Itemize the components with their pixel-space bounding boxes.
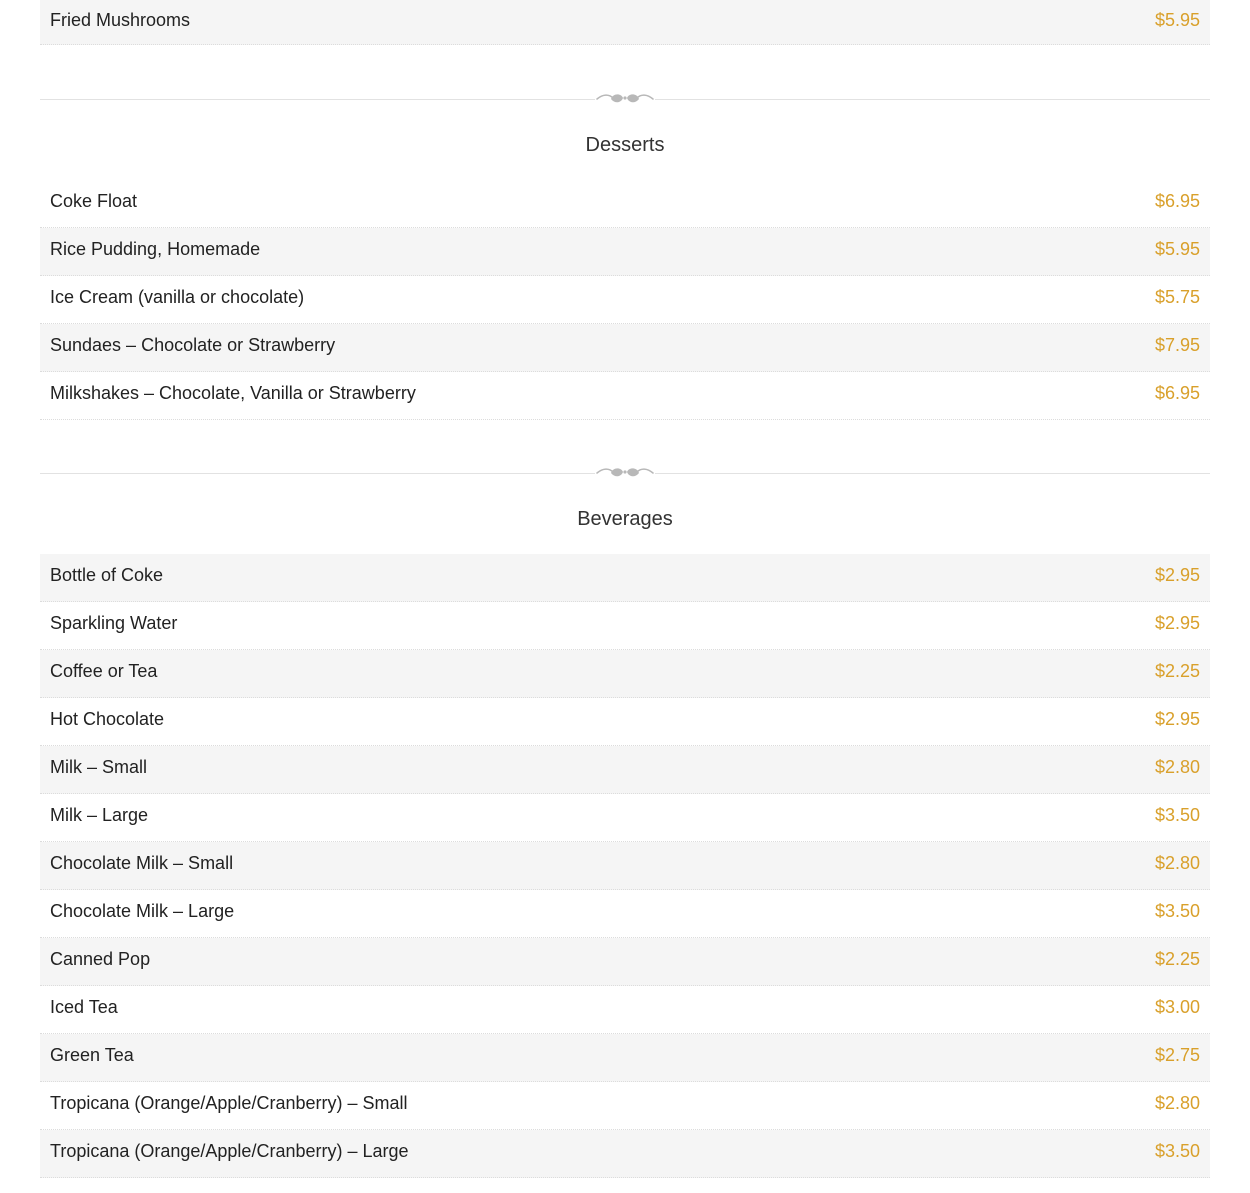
menu-item-name: Ice Cream (vanilla or chocolate) <box>50 287 305 307</box>
menu-item-price: $3.00 <box>1154 997 1200 1017</box>
menu-item <box>40 602 1210 650</box>
menu-item <box>40 180 1210 228</box>
menu-item-price: $2.25 <box>1154 661 1200 681</box>
menu-item <box>40 650 1210 698</box>
menu-item-name: Sparkling Water <box>50 613 178 633</box>
menu-item <box>40 324 1210 372</box>
menu-item <box>40 938 1210 986</box>
menu-item-price: $2.80 <box>1154 853 1200 873</box>
menu-item-name: Canned Pop <box>50 949 151 969</box>
flourish-ornament-icon <box>595 463 655 483</box>
menu-item <box>40 0 1210 45</box>
menu-item-name: Coke Float <box>50 191 138 211</box>
section-title-beverages: Beverages <box>577 508 673 530</box>
menu-item-name: Milk – Large <box>50 805 149 825</box>
menu-item-price: $3.50 <box>1154 901 1200 921</box>
menu-item-price: $5.95 <box>1154 10 1200 30</box>
menu-item-price: $3.50 <box>1154 1141 1200 1161</box>
menu-item-name: Milkshakes – Chocolate, Vanilla or Strawberry <box>50 383 416 403</box>
menu-item-name: Sundaes – Chocolate or Strawberry <box>50 335 336 355</box>
menu-item-name: Hot Chocolate <box>50 709 165 729</box>
menu-item-price: $7.95 <box>1154 335 1200 355</box>
menu-item-price: $2.80 <box>1154 757 1200 777</box>
menu-item-name: Bottle of Coke <box>50 565 164 585</box>
menu-item <box>40 372 1210 420</box>
menu-item-name: Chocolate Milk – Large <box>50 901 235 921</box>
menu-item-price: $2.95 <box>1154 565 1200 585</box>
menu-item-price: $2.95 <box>1154 613 1200 633</box>
menu-item-name: Iced Tea <box>50 997 118 1017</box>
menu-item-price: $2.75 <box>1154 1045 1200 1065</box>
menu-item-price: $6.95 <box>1154 383 1200 403</box>
menu-item <box>40 794 1210 842</box>
menu-item <box>40 276 1210 324</box>
menu-item <box>40 1034 1210 1082</box>
menu-item-name: Tropicana (Orange/Apple/Cranberry) – Small <box>50 1093 408 1113</box>
section-title-desserts: Desserts <box>585 134 665 156</box>
menu-item-price: $3.50 <box>1154 805 1200 825</box>
menu-item-name: Tropicana (Orange/Apple/Cranberry) – Large <box>50 1141 409 1161</box>
flourish-ornament-icon <box>595 89 655 109</box>
appetizers-list <box>40 0 1210 45</box>
menu-item-name: Chocolate Milk – Small <box>50 853 234 873</box>
menu-item <box>40 746 1210 794</box>
menu-item-price: $5.75 <box>1154 287 1200 307</box>
menu-item <box>40 1130 1210 1178</box>
menu-item-price: $2.95 <box>1154 709 1200 729</box>
menu-item <box>40 698 1210 746</box>
menu-item-name: Fried Mushrooms <box>50 10 191 30</box>
beverages-list <box>40 554 1210 1178</box>
menu-item-name: Rice Pudding, Homemade <box>50 239 261 259</box>
menu-item <box>40 228 1210 276</box>
menu-item-name: Coffee or Tea <box>50 661 158 681</box>
menu-item-price: $5.95 <box>1154 239 1200 259</box>
menu-item-name: Green Tea <box>50 1045 134 1065</box>
desserts-list <box>40 180 1210 420</box>
menu-item <box>40 842 1210 890</box>
menu-item <box>40 986 1210 1034</box>
section-divider <box>40 99 1210 100</box>
menu-item-price: $2.80 <box>1154 1093 1200 1113</box>
section-divider <box>40 473 1210 474</box>
menu-item <box>40 890 1210 938</box>
menu-item-name: Milk – Small <box>50 757 148 777</box>
menu-item-price: $2.25 <box>1154 949 1200 969</box>
menu-item <box>40 1082 1210 1130</box>
menu-item <box>40 554 1210 602</box>
menu-item-price: $6.95 <box>1154 191 1200 211</box>
